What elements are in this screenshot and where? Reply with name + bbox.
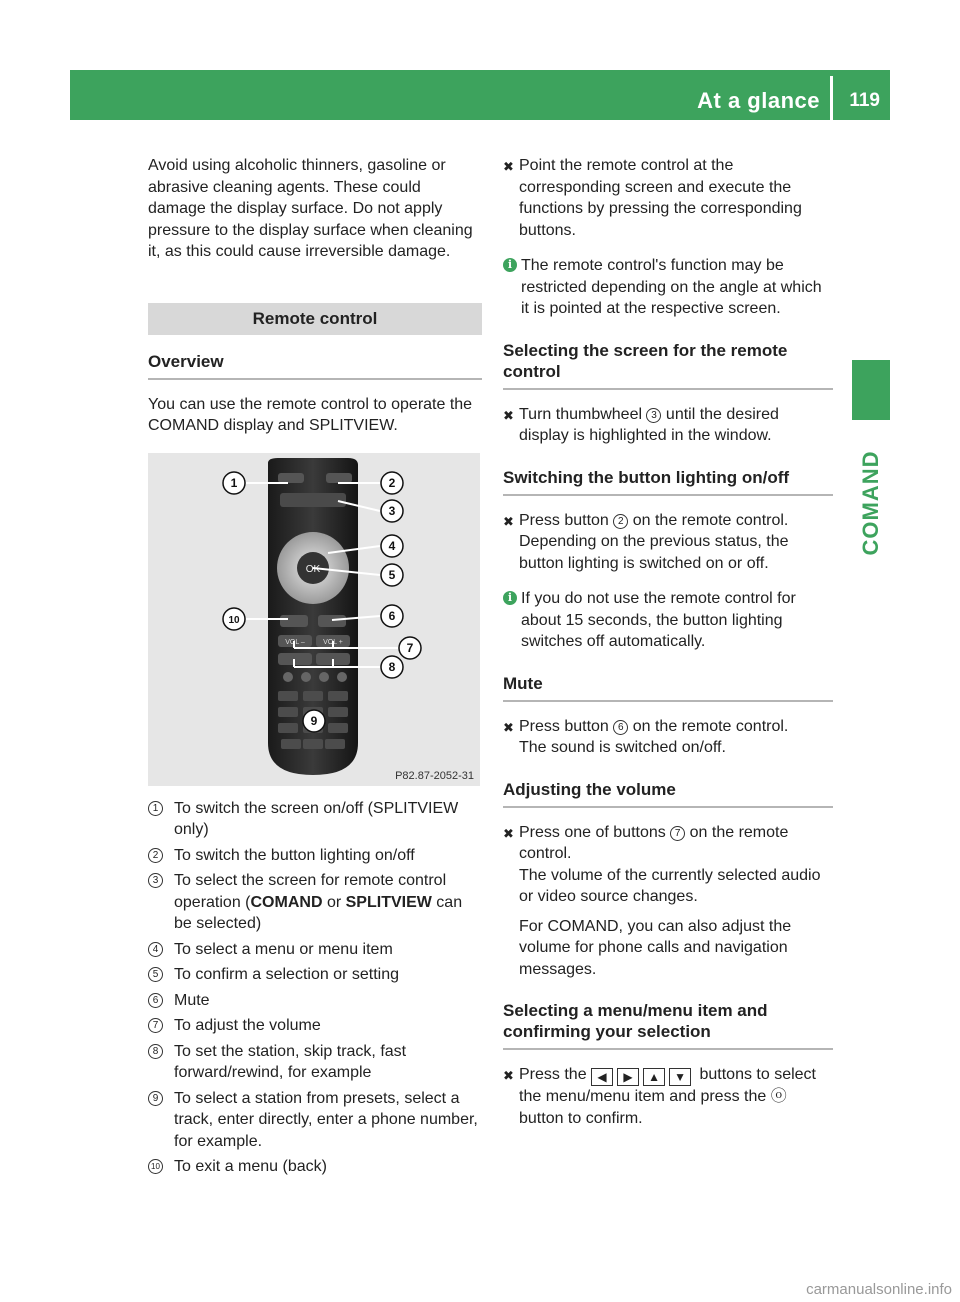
svg-text:7: 7 <box>406 640 414 655</box>
legend-item: 6 Mute <box>148 990 482 1012</box>
heading-select-screen: Selecting the screen for the remote control <box>503 340 833 390</box>
up-arrow-key-icon: ▲ <box>643 1068 665 1086</box>
info-note-angle: i The remote control's function may be restricted depending on the angle at which it is pointed at the respective screen. <box>503 255 833 320</box>
step-arrow-icon: ✖ <box>503 825 514 841</box>
volume-phone-nav-text: For COMAND, you can also adjust the volume for phone calls and navigation messages. <box>519 917 792 978</box>
remote-control-illustration <box>148 453 480 786</box>
legend-item: 2 To switch the button lighting on/off <box>148 845 482 867</box>
heading-volume: Adjusting the volume <box>503 779 833 808</box>
page-number: 119 <box>849 90 880 111</box>
thumbwheel <box>280 493 346 507</box>
step-press-lighting: ✖ Press button 2 on the remote control. Depending on the previous status, the button lighting is switched on or off. <box>503 511 789 572</box>
legend-item: 4 To select a menu or menu item <box>148 939 482 961</box>
step-thumbwheel: ✖ Turn thumbwheel 3 until the desired display is highlighted in the window. <box>503 405 779 444</box>
chapter-title: At a glance <box>697 88 820 113</box>
legend-item: 9 To select a station from presets, select a track, enter directly, enter a phone number, for example. <box>148 1088 482 1153</box>
info-icon: i <box>503 258 517 272</box>
left-arrow-key-icon: ◀ <box>591 1068 613 1086</box>
overview-text: You can use the remote control to operate the COMAND display and SPLITVIEW. <box>148 395 473 434</box>
down-arrow-key-icon: ▼ <box>669 1068 691 1086</box>
step-press-mute: ✖ Press button 6 on the remote control. The sound is switched on/off. <box>503 717 789 756</box>
step-menu-navigate: ✖ Press the ◀ ▶ ▲ ▼ buttons to select the menu/menu item and press the ⓞ button to confirm. <box>503 1066 816 1127</box>
remote-control-photo <box>148 453 480 786</box>
svg-text:10: 10 <box>228 614 240 626</box>
step-arrow-icon: ✖ <box>503 159 514 174</box>
legend-item: 8 To set the station, skip track, fast forward/rewind, for example <box>148 1041 482 1084</box>
cleaning-warning-text: Avoid using alcoholic thinners, gasoline or abrasive cleaning agents. These could damage the display surface. Do not apply pressure to the display surface when cleaning it, as this could cause irreversible damage. <box>148 157 473 260</box>
photo-reference-code: P82.87-2052-31 <box>395 769 474 782</box>
side-tab-marker <box>852 360 890 420</box>
svg-text:VOL +: VOL + <box>323 638 343 646</box>
step-arrow-icon: ✖ <box>503 407 514 423</box>
step-arrow-icon: ✖ <box>503 1068 514 1083</box>
legend-item: 3 To select the screen for remote control operation (COMAND or SPLITVIEW can be selected) <box>148 870 482 935</box>
header-separator <box>830 76 833 120</box>
light-button <box>326 473 352 483</box>
heading-menu-select: Selecting a menu/menu item and confirming your selection <box>503 1000 833 1050</box>
back-button <box>280 615 308 627</box>
svg-text:3: 3 <box>388 503 396 518</box>
right-column <box>503 155 833 1129</box>
legend-item: 10 To exit a menu (back) <box>148 1156 482 1178</box>
heading-overview: Overview <box>148 351 482 380</box>
watermark-url: carmanualsonline.info <box>806 1281 952 1298</box>
svg-text:5: 5 <box>388 567 396 582</box>
svg-text:OK: OK <box>305 563 321 575</box>
step-point-remote: ✖ Point the remote control at the corresponding screen and execute the functions by pressing the corresponding buttons. <box>503 157 802 239</box>
left-column <box>148 155 482 1182</box>
ok-button-icon: ⓞ <box>770 1088 787 1105</box>
svg-text:VOL –: VOL – <box>285 638 305 646</box>
legend-item: 7 To adjust the volume <box>148 1015 482 1037</box>
legend-item: 1 To switch the screen on/off (SPLITVIEW only) <box>148 798 482 841</box>
mute-button <box>318 615 346 627</box>
heading-button-lighting: Switching the button lighting on/off <box>503 467 833 496</box>
info-note-lighting: i If you do not use the remote control for about 15 seconds, the button lighting switches off automatically. <box>503 588 833 653</box>
callout-legend <box>148 798 482 1178</box>
section-bar-remote-control: Remote control <box>148 303 482 335</box>
svg-text:9: 9 <box>310 713 318 728</box>
svg-text:4: 4 <box>388 538 396 553</box>
legend-item: 5 To confirm a selection or setting <box>148 964 482 986</box>
right-arrow-key-icon: ▶ <box>617 1068 639 1086</box>
svg-text:1: 1 <box>230 475 238 490</box>
heading-mute: Mute <box>503 673 833 702</box>
power-button <box>278 473 304 483</box>
step-arrow-icon: ✖ <box>503 719 514 735</box>
page-header <box>70 70 890 120</box>
svg-text:2: 2 <box>388 475 396 490</box>
step-press-volume: ✖ Press one of buttons 7 on the remote control. The volume of the currently selected audio or video source changes. <box>503 823 821 905</box>
svg-text:8: 8 <box>388 659 396 674</box>
side-tab-label: COMAND <box>858 450 883 556</box>
step-arrow-icon: ✖ <box>503 513 514 529</box>
info-icon: i <box>503 591 517 605</box>
svg-text:6: 6 <box>388 608 396 623</box>
